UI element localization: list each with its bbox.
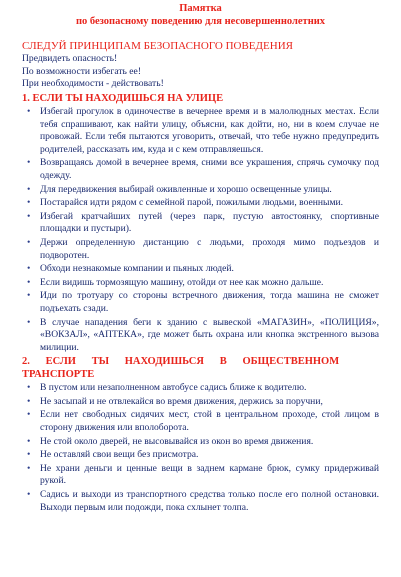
- section2-heading-line1: 2. ЕСЛИ ТЫ НАХОДИШЬСЯ В ОБЩЕСТВЕННОМ: [22, 356, 340, 368]
- section2-list: [22, 382, 379, 514]
- list-item: [22, 211, 379, 236]
- bullet-icon: •: [27, 236, 31, 248]
- list-item-text: Не оставляй свои вещи без присмотра.: [40, 449, 199, 461]
- bullet-icon: •: [27, 183, 31, 195]
- bullet-icon: •: [27, 316, 31, 328]
- bullet-icon: •: [27, 489, 31, 501]
- bullet-icon: •: [27, 197, 31, 209]
- list-item-text: Держи определенную дистанцию с людьми, проходя мимо подъездов и подворотен.: [40, 236, 379, 261]
- section1-heading: 1. ЕСЛИ ТЫ НАХОДИШЬСЯ НА УЛИЦЕ: [22, 92, 224, 104]
- list-item: [22, 277, 379, 290]
- list-item-text: Не стой около дверей, не высовывайся из окон во время движения.: [40, 435, 314, 447]
- list-item: [22, 237, 379, 262]
- bullet-icon: •: [27, 263, 31, 275]
- list-item-text: Избегай прогулок в одиночестве в вечернее время и в малолюдных местах. Если тебя спрашивают, как найти улицу, объясни, как дойти, но, ни в коем случае не провожай. Если тебя пытаются уговорить, отвечай, что тебе нужно предупредить родителей, рассказать им, куда и с кем отправляешься.: [40, 106, 379, 155]
- list-item: [22, 317, 379, 355]
- list-item-text: Возвращаясь домой в вечернее время, сними все украшения, спрячь сумочку под одежду.: [40, 157, 379, 181]
- list-item-text: Не храни деньги и ценные вещи в заднем кармане брюк, сумку придерживай рукой.: [40, 462, 379, 487]
- page-title: Памятка: [179, 3, 222, 14]
- list-item: [22, 263, 379, 276]
- bullet-icon: •: [27, 449, 31, 461]
- list-item-text: Садись и выходи из транспортного средства только после его полной остановки. Выходи первым или подожди, пока схлынет толпа.: [40, 489, 379, 513]
- section1-list: [22, 106, 379, 354]
- list-item-text: В пустом или незаполненном автобусе садись ближе к водителю.: [40, 382, 307, 394]
- list-item: [22, 396, 379, 409]
- list-item-text: Обходи незнакомые компании и пьяных людей.: [40, 263, 234, 275]
- list-item: [22, 382, 379, 395]
- section2-heading-line2: ТРАНСПОРТЕ: [22, 368, 95, 380]
- list-item-text: Если нет свободных сидячих мест, стой в центральном проходе, стой лицом в сторону движения или вполоборота.: [40, 409, 379, 434]
- principle-line: По возможности избегать ее!: [22, 65, 142, 77]
- page-subtitle: по безопасному поведению для несовершеннолетних: [75, 16, 326, 27]
- list-item: [22, 463, 379, 488]
- list-item: [22, 290, 379, 315]
- list-item-text: Не засыпай и не отвлекайся во время движения, держись за поручни,: [40, 395, 323, 407]
- list-item: [22, 157, 379, 182]
- principle-line: Предвидеть опасность!: [22, 53, 118, 64]
- list-item: [22, 489, 379, 514]
- list-item-text: Иди по тротуару со стороны встречного движения, тогда машина не сможет подъехать сзади.: [40, 290, 379, 314]
- principles-heading: СЛЕДУЙ ПРИНЦИПАМ БЕЗОПАСНОГО ПОВЕДЕНИЯ: [22, 40, 293, 52]
- list-item: [22, 106, 379, 156]
- section2-heading: [22, 356, 379, 381]
- bullet-icon: •: [27, 382, 31, 394]
- bullet-icon: •: [27, 409, 31, 421]
- list-item-text: Постарайся идти рядом с семейной парой, пожилыми людьми, военными.: [40, 197, 344, 209]
- list-item: [22, 197, 379, 210]
- list-item-text: Если видишь тормозящую машину, отойди от нее как можно дальше.: [40, 276, 324, 288]
- bullet-icon: •: [27, 435, 31, 447]
- list-item-text: Избегай кратчайших путей (через парк, пустую автостоянку, спортивные площадки и пустыри).: [40, 210, 379, 235]
- list-item: [22, 409, 379, 434]
- bullet-icon: •: [27, 462, 31, 474]
- bullet-icon: •: [27, 276, 31, 288]
- bullet-icon: •: [27, 157, 31, 169]
- principle-line: При необходимости - действовать!: [22, 78, 164, 89]
- bullet-icon: •: [27, 395, 31, 407]
- bullet-icon: •: [27, 290, 31, 302]
- list-item-text: Для передвижения выбирай оживленные и хорошо освещенные улицы.: [40, 183, 332, 195]
- bullet-icon: •: [27, 210, 31, 222]
- list-item: [22, 436, 379, 449]
- list-item: [22, 184, 379, 197]
- list-item-text: В случае нападения беги к зданию с вывеской «МАГАЗИН», «ПОЛИЦИЯ», «ВОКЗАЛ», «АПТЕКА», где может быть охрана или кнопка экстренного вызова милиции.: [40, 316, 379, 353]
- list-item: [22, 449, 379, 462]
- bullet-icon: •: [27, 106, 31, 117]
